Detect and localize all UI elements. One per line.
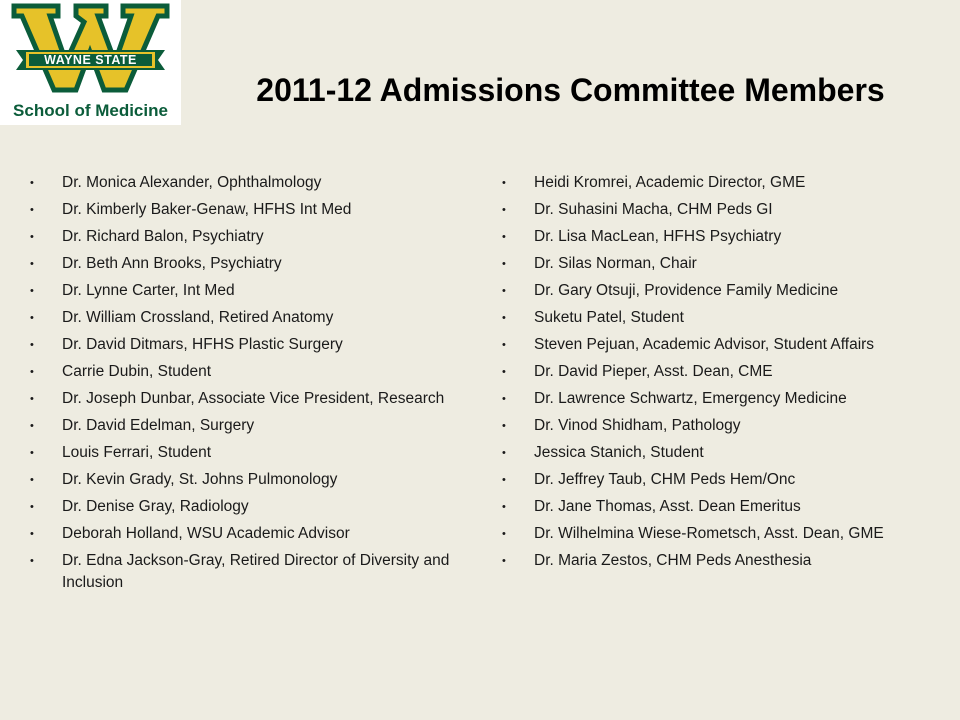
bullet: • [30, 339, 34, 351]
member-name: Dr. Joseph Dunbar, Associate Vice President, Research [62, 390, 445, 407]
bullet: • [30, 177, 34, 189]
list-item [30, 550, 460, 594]
list-item [30, 307, 460, 329]
bullet: • [30, 312, 34, 324]
bullet: • [502, 501, 506, 513]
list-item [30, 226, 460, 248]
bullet: • [502, 339, 506, 351]
member-name: Dr. Beth Ann Brooks, Psychiatry [62, 255, 282, 272]
member-name: Dr. David Edelman, Surgery [62, 417, 255, 434]
member-name: Dr. Jane Thomas, Asst. Dean Emeritus [534, 498, 801, 515]
member-name: Jessica Stanich, Student [534, 444, 704, 461]
member-name: Dr. Richard Balon, Psychiatry [62, 228, 264, 245]
bullet: • [30, 393, 34, 405]
member-name: Dr. Silas Norman, Chair [534, 255, 697, 272]
list-item [502, 172, 932, 194]
right-member-list [502, 172, 932, 577]
page-title: 2011-12 Admissions Committee Members [256, 72, 885, 108]
bullet: • [502, 528, 506, 540]
member-name: Dr. Lynne Carter, Int Med [62, 282, 235, 299]
bullet: • [30, 231, 34, 243]
member-name: Heidi Kromrei, Academic Director, GME [534, 174, 806, 191]
list-item [502, 361, 932, 383]
bullet: • [30, 474, 34, 486]
member-name: Dr. Denise Gray, Radiology [62, 498, 249, 515]
list-item [30, 280, 460, 302]
bullet: • [502, 231, 506, 243]
bullet: • [502, 447, 506, 459]
list-item [30, 334, 460, 356]
member-name: Dr. David Ditmars, HFHS Plastic Surgery [62, 336, 343, 353]
list-item [30, 199, 460, 221]
member-name: Carrie Dubin, Student [62, 363, 212, 380]
list-item [502, 334, 932, 356]
bullet: • [502, 420, 506, 432]
bullet: • [502, 204, 506, 216]
list-item [30, 469, 460, 491]
list-item [502, 523, 932, 545]
bullet: • [30, 528, 34, 540]
list-item [30, 496, 460, 518]
bullet: • [30, 258, 34, 270]
member-name: Dr. Suhasini Macha, CHM Peds GI [534, 201, 773, 218]
member-name: Dr. Gary Otsuji, Providence Family Medicine [534, 282, 839, 299]
list-item [502, 469, 932, 491]
list-item [502, 307, 932, 329]
list-item [502, 550, 932, 572]
list-item [502, 226, 932, 248]
list-item [30, 361, 460, 383]
bullet: • [502, 393, 506, 405]
list-item [502, 280, 932, 302]
list-item [502, 415, 932, 437]
w-emblem-icon [0, 0, 181, 100]
member-name: Dr. Monica Alexander, Ophthalmology [62, 174, 322, 191]
bullet: • [30, 555, 34, 567]
logo-caption: School of Medicine [13, 101, 168, 120]
list-item [30, 523, 460, 545]
member-name: Dr. Kimberly Baker-Genaw, HFHS Int Med [62, 201, 352, 218]
member-name: Dr. Vinod Shidham, Pathology [534, 417, 741, 434]
list-item [30, 442, 460, 464]
list-item [502, 253, 932, 275]
bullet: • [30, 447, 34, 459]
list-item [502, 388, 932, 410]
bullet: • [502, 366, 506, 378]
bullet: • [30, 366, 34, 378]
bullet: • [30, 420, 34, 432]
member-name: Dr. William Crossland, Retired Anatomy [62, 309, 334, 326]
left-member-list [30, 172, 460, 599]
member-name: Dr. Jeffrey Taub, CHM Peds Hem/Onc [534, 471, 796, 488]
list-item [30, 415, 460, 437]
bullet: • [502, 474, 506, 486]
member-name: Dr. Lawrence Schwartz, Emergency Medicine [534, 390, 847, 407]
member-name: Louis Ferrari, Student [62, 444, 212, 461]
bullet: • [30, 285, 34, 297]
bullet: • [502, 312, 506, 324]
member-name: Dr. Wilhelmina Wiese-Rometsch, Asst. Dean, GME [534, 525, 884, 542]
list-item [502, 199, 932, 221]
member-name: Suketu Patel, Student [534, 309, 684, 326]
list-item [30, 172, 460, 194]
bullet: • [502, 177, 506, 189]
member-name: Dr. Maria Zestos, CHM Peds Anesthesia [534, 552, 812, 569]
member-name: Deborah Holland, WSU Academic Advisor [62, 525, 350, 542]
list-item [30, 253, 460, 275]
member-name: Dr. Kevin Grady, St. Johns Pulmonology [62, 471, 338, 488]
list-item [502, 442, 932, 464]
bullet: • [502, 285, 506, 297]
bullet: • [30, 501, 34, 513]
bullet: • [502, 258, 506, 270]
member-name: Dr. Edna Jackson-Gray, Retired Director of Diversity and Inclusion [62, 552, 450, 591]
member-name: Steven Pejuan, Academic Advisor, Student Affairs [534, 336, 875, 353]
bullet: • [502, 555, 506, 567]
bullet: • [30, 204, 34, 216]
wayne-state-logo [0, 0, 181, 125]
logo-wordmark: WAYNE STATE [44, 53, 137, 67]
member-name: Dr. Lisa MacLean, HFHS Psychiatry [534, 228, 782, 245]
list-item [30, 388, 460, 410]
member-name: Dr. David Pieper, Asst. Dean, CME [534, 363, 773, 380]
list-item [502, 496, 932, 518]
